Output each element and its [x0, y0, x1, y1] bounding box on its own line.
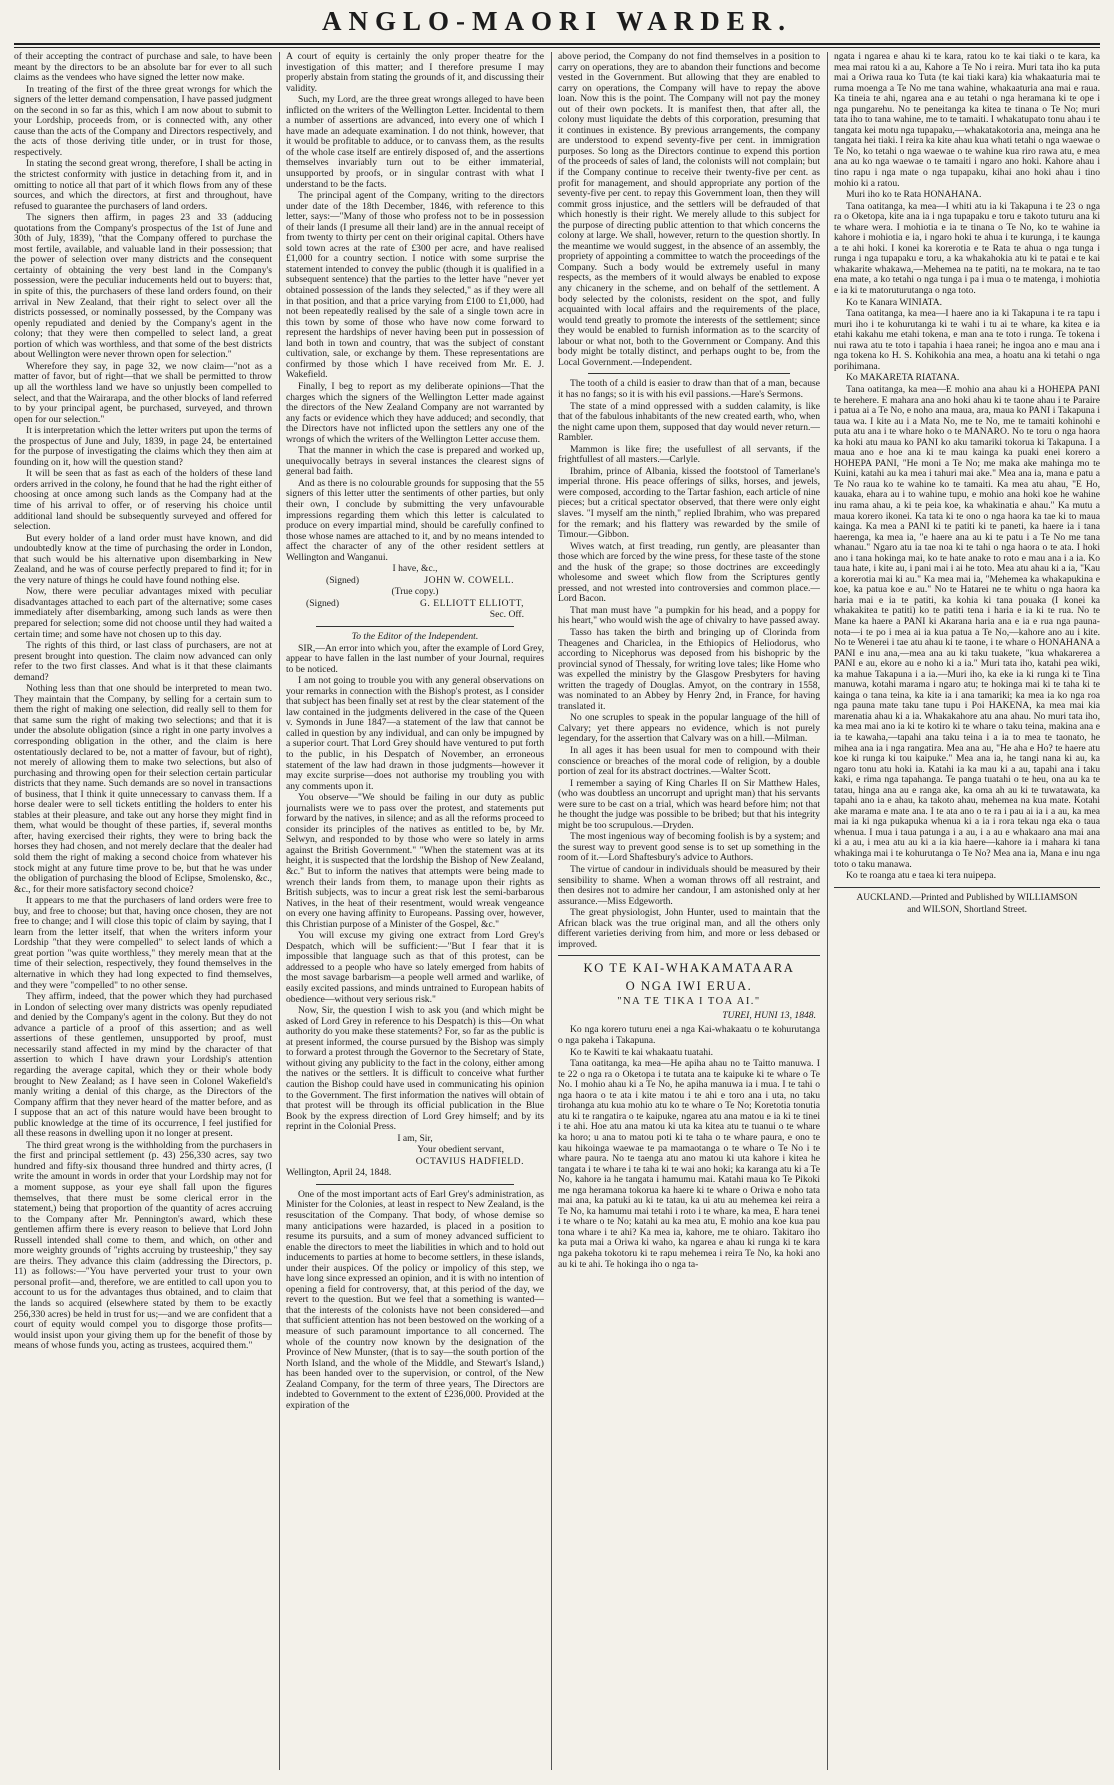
extract: Ibrahim, prince of Albania, kissed the footstool of Tamerlane's imperial throne. His peace offerings of silks, horses, and jewels, were composed, according to the Tartar fashion, each article of nine pieces; but a critical spectator observed, that there were only eight slaves. "I myself am the ninth," replied Ibrahim, who was prepared for the remark; and his flattery was rewarded by the smile of Timour.—Gibbon. [558, 465, 820, 541]
paragraph: I am not going to trouble you with any general observations on your remarks in connection with the Bishop's protest, as I consider that subject has been finally set at rest by the clear statement of the law contained in the judgments delivered in the case of the Queen v. Symonds in June 1847—a statement of the law that cannot be called in question by any individual, and can only be impugned by a superior court. That Lord Grey should have ventured to put forth to the public, in his Despatch of November, an erroneous statement of the law had drawn in those judgments—however it may excite surprise—does not authorise my troubling you with any comments upon it. [286, 675, 544, 792]
column-3 [558, 52, 820, 1774]
separator-rule [316, 1184, 514, 1185]
extract: Mammon is like fire; the usefullest of all servants, if the frightfullest of all masters.—Carlyle. [558, 443, 820, 466]
paragraph: One of the most important acts of Earl Grey's administration, as Minister for the Colonies, at least in respect to New Zealand, is the resuscitation of the Company. That body, of whose demise so many anticipations were hazarded, is placed in a position to resume its pursuits, and a sum of money advanced sufficient to enable the directors to meet the liabilities in which and to hold out inducements to parties at home to become settlers, in these islands, under their auspices. Of the policy or impolicy of this step, we have long since expressed an opinion, and it is with no intention of opening a field for controversy, that, at this period of the day, we revert to the question. But we feel that a something is wanted—that the interests of the colonists have not been considered—and that sufficient attention has not been bestowed on the working of a measure of such paramount importance to all concerned. The whole of the country now known by the designation of the Province of New Munster, (that is to say—the south portion of the North Island, and the whole of the Middle, and Stewart's Island,) has been handed over to the supervision, or control, of the New Zealand Company, for the term of three years, The Directors are indebted to Government to the extent of £236,000. Provided at the expiration of the [286, 1188, 544, 1411]
extract: In all ages it has been usual for men to compound with their conscience or breaches of the moral code of religion, by a double portion of zeal for its abstract doctrines.—Walter Scott. [558, 745, 820, 778]
letter-heading: To the Editor of the Independent. [351, 630, 479, 642]
column-2 [286, 52, 544, 1774]
imprint-line: and WILSON, Shortland Street. [907, 904, 1027, 915]
paragraph: Nothing less than that one should be interpreted to mean two. They maintain that the Company, by selling for a certain sum to them the right of making one selection, did really sell to them for that same sum the right of making two selections; and that it is under the absolute obligation (since a right in one party involves a corresponding obligation in the other, and the claim is here ostentatiously declared to be, not a matter of favour, but of right), not merely of allowing them to make two selections, but also of purchasing and throwing open for their selection certain particular districts that they name. Such demands are so novel in transactions of business, that I think it quite unnecessary to canvass them. If a horse dealer were to sell tickets entitling the holders to enter his stables at their pleasure, and take out any horse they might find in them, what would be thought of these parties, if, several months after, having exercised their rights, they were to bring back the horses they had chosen, and not merely declare that the dealer had sold them the right of making a second choice from whatever his stock might at any future time prove to be, but that he was under the obligation of purchasing the blood of Eclipse, Smolensko, &c., &c., for their more satisfactory second choice? [14, 683, 272, 895]
paragraph: It appears to me that the purchasers of land orders were free to buy, and free to choose; but that, having once chosen, they are not free to change; and I will close this topic of claim by saying, that I learn from the letter itself, that when the writers inform your Lordship "that they were compelled" to select lands of which a great portion "was quite worthless," they merely mean that at the time of their selection, respectively, they found themselves in the alternative in which they had long expected to find themselves, and they were "compelled" to no other sense. [14, 895, 272, 991]
extract: The virtue of candour in individuals should be measured by their sensibility to shame. When a woman throws off all restraint, and then desires not to admire her candour, I am astonished only at her assurance.—Miss Edgeworth. [558, 864, 820, 907]
paragraph: of their accepting the contract of purchase and sale, to have been meant by the directors to be an absolute bar for ever to all such claims as the vendees who have signed the letter now make. [14, 52, 272, 84]
letter-closing: I have, &c., [392, 563, 438, 575]
signature-label: (Signed) [326, 574, 360, 586]
paragraph: Tana oatitanga, ka mea—He apiha ahau no te Taitto manuwa. I te 22 o nga ra o Oketopa i te tutata ana te kaipuke ki te whare o Te No. I mohio ahau ki a Te No, he apiha manuwa ia i mua. I te tahi o nga haora o te ata i kite matou i te ahi e toro ana i uta, no taku tirohanga atu kua mohio atu ko te whare o Te No; Koretotia tonutia atu ki te rangatira o te kaipuke, ngarea atu ana matou e ia ki te tinei i te ahi. Hoe atu ana matou ki uta ka kitea atu te tuanui o te whare ka horo; u ana to matou poti ki te taha o te whare paura, e ono te kau hikoinga waewae te pa mamaotanga o te whare o Te No i te whare paura. No te taenga atu ano matou ki uta kahore i kitea he tangata i te whare i te taha ki te wai ano hoki; ka karanga atu ki a Te No, kahore ia he tangata i hamumu mai. Katahi maua ko Te Pikoki me nga heramana tokorua ka haere ki te whare o Oriwa e noho tata mai ana, ka patuki au ki te tatau, ka ui atu au mehemea kei reira a Te No, ka hamumu mai tetahi i roto i te whare, ka mea, E hara tenei i te whare o te No; katahi au ka mea atu, E mohio ana koe kua pau tona whare i te ahi? Ka mea ia, kahore, me te ohiaro. Takitaro iho ka puta mai a Oriwa ki waho, ka ngarea e ahau ki runga ki te kara nga pakeha tokotoru ki te rapu mehemea i reira Te No, ka hoki ano au ki te ahi. Te hokinga iho o nga ta- [558, 1058, 820, 1270]
column-divider [279, 52, 280, 1770]
paragraph: The third great wrong is the withholding from the purchasers in the first and principal settlement (p. 43) 256,330 acres, say two hundred and fifty-six thousand three hundred and thirty acres, (I write the amount in words in order that your Lordship may not for a moment suppose, as your eye shall fall upon the figures themselves, that there must be some clerical error in the statement,) being that proportion of the quantity of acres accruing to the Company after Mr. Pennington's award, which these gentlemen affirm there is every reason to believe that Lord John Russell intended shall come to them, and which, on other and more weighty grounds of "rights accruing by trusteeship," they say are theirs. They advance this claim (addressing the Directors, p. 11) as follows:—"You have perverted your trust to your own personal profit—and, therefore, we are entitled to call upon you to account to us for the advantages thus obtained, and to claim that the lands so acquired (elsewhere stated by them to be exactly 256,330 acres) be held in trust for us;—and we are confident that a court of equity would compel you to disgorge those profits—would insist upon your giving them up for the benefit of those by means of whose funds you, acting as trustees, acquired them." [14, 1139, 272, 1352]
maori-section-title-line2: O NGA IWI ERUA. [625, 979, 753, 994]
letter-signature: OCTAVIUS HADFIELD. [415, 1155, 524, 1167]
extract: No one scruples to speak in the popular language of the hill of Calvary; yet there appears no evidence, which is not purely legendary, for the assertion that Calvary was on a hill.—Milman. [558, 712, 820, 745]
paragraph: In stating the second great wrong, therefore, I shall be acting in the strictest conformity with justice in detaching from it, and in omitting to notice all that part of it which flows from any of these sources, and which the directors, at first and throughout, have refused to guarantee the purchasers of land orders. [14, 158, 272, 212]
masthead: ANGLO-MAORI WARDER. [321, 6, 792, 36]
signature-name: JOHN W. COWELL. [424, 574, 514, 586]
paragraph: Now, there were peculiar advantages mixed with peculiar disadvantages attached to each part of the alternative; some cases immediately after disembarking, among such lands as were then prepared for selection; some did not choose until they had waited a certain time; and some have not chosen up to this day. [14, 586, 272, 640]
extract: The great physiologist, John Hunter, used to maintain that the African black was the true original man, and all the others only different varieties deriving from him, and more or less debased or improved. [558, 907, 820, 950]
paragraph: You observe—"We should be failing in our duty as public journalists were we to pass over the protest, and statements put forward by the natives, in silence; and as all the reforms proceed to consider its principles of the natives as entitled to be, by Mr. Selwyn, and responded to by those who were so lately in arms against the British Government." "When the statement was at its height, it is suspected that the lordship the Bishop of New Zealand, &c." But to inform the natives that attempts were being made to wrench their lands from them, to manage upon their rights as British subjects, was to incur a great risk lest the semi-barbarous Natives, in the heat of their resentment, would wreak vengeance on every one having affinity to Europeans. Passing over, however, this Christian purpose of a Minister of the Gospel, &c." [286, 792, 544, 930]
paragraph: Tana oatitanga, ka mea—I whiti atu ia ki Takapuna i te 23 o nga ra o Oketopa, kite ana ia i nga tupapaku e toru e takoto tuturu ana ki te whare wera. I mohiotia e ia te tinana o Te No, ko te wahine ia kahore i mohiotia e ia, i ngaro hoki te ahua i te kurunga, i te kaunga a te ahi hoki. I konei ka korerotia e te Rata te ahua o nga tunga i runga i nga tupapaku e toru, a ka whakahokia atu ki te patai e te kai whakarite whakawa,—Mehemea na te patiti, na te mokara, na te tao ena mate, a ko tetahi o nga tunga i pa i mua o te matenga, i mohiotia e ia ki te matoruturutanga o nga toto. [834, 200, 1100, 297]
paragraph: It will be seen that as fast as each of the holders of these land orders arrived in the colony, he found that he had the right either of choosing at once among such lands as the Company had at the time of his arrival to offer, or of reserving his choice until additional land should be subsequently surveyed and offered for selection. [14, 468, 272, 533]
paragraph: above period, the Company do not find themselves in a position to carry on operations, they are to abandon their functions and become vested in the Government. But allowing that they are enabled to carry on operations, the Company will have to repay the above loan. Now this is the point. The Company will not pay the money out of their own pockets. It is manifest then, that after all, the colony must liquidate the debts of this corporation, presuming that it continues in existence. By previous arrangements, the company are understood to expend seventy-five per cent. in immigration purposes. So long as the Directors continue to expend this portion of the proceeds of sales of land, the colonists will not complain; but if the Company continue to receive their twenty-five per cent. as profit for management, and should appropriate any portion of the seventy-five per cent. to repay this Government loan, then they will commit gross injustice, and the settlers will be defrauded of that which honestly is their right. We merely allude to this subject for the purpose of directing public attention to that which concerns the colony at large. We shall, however, return to the question shortly. In the meantime we would suggest, in the absence of an assembly, the propriety of appointing a committee to watch the proceedings of the Company. Such a body would be extremely useful in many respects, as the members of it would always be enabled to expose any chicanery in the scheme, and on behalf of the settlement. A body selected by the colonists, resident on the spot, and fully acquainted with local affairs and the requirements of the place, would tend greatly to promote the interests of the settlement; since they would be enabled to furnish information as to the scarcity of labour or what not, both to the Government or Company. And this body might be totally distinct, and perhaps ought to be, from the Local Government.—Independent. [558, 52, 820, 368]
witness-heading: Ko te Kanara WINIATA. [846, 296, 943, 308]
paragraph: Ko te roanga atu e taea ki tera nuipepa. [846, 870, 996, 882]
extract: The state of a mind oppressed with a sudden calamity, is like that of the fabulous inhabitants of the new created earth, who, when the night came upon them, supposed that day would never return.—Rambler. [558, 400, 820, 444]
letter-date: Wellington, April 24, 1848. [286, 1167, 392, 1179]
paragraph: Now, Sir, the question I wish to ask you (and which might be asked of Lord Grey in reference to his Despatch) is this—On what authority do you make these statements? For, so far as the public is at present informed, the course pursued by the Bishop was simply to forward a protest through the Governor to the Secretary of State, without giving any publicity to the fact in the colony, either among the natives or the settlers. It is difficult to conceive what further caution the Bishop could have used in communicating his opinion to the Government. The first information the natives will obtain of that protest will be through its official publication in the Blue Book by the express direction of Lord Grey himself; and by its reprint in the Colonial Press. [286, 1005, 544, 1133]
witness-heading: Muri iho ko te Rata HONAHANA. [846, 189, 982, 201]
extract: I remember a saying of King Charles II on Sir Matthew Hales, (who was doubtless an uncorrupt and upright man) that his servants were sure to be cast on a trial, which was heard before him; not that he thought the judge was possible to be bribed; but that his integrity might be too scrupulous.—Dryden. [558, 777, 820, 831]
signature-name: G. ELLIOTT ELLIOTT, [420, 597, 524, 609]
paragraph: The signers then affirm, in pages 23 and 33 (adducing quotations from the Company's prospectus of the 1st of June and 30th of July, 1839), "that the Company offered to purchase the most fertile, available, and valuable land in their possession; that the power of selection over many districts and the consequent certainty of obtaining the very best land in the Company's possession, were the peculiar inducements held out to buyers: that, in spite of this, the purchasers of these land orders found, on their arrival in New Zealand, that their right to select over all the districts possessed, or nominally possessed, by the Company was openly repudiated and denied by the Company's agent in the colony; that they were then compelled to select land, a great portion of which was worthless, and that some of the best districts about Wellington were never thrown open for selection." [14, 212, 272, 361]
paragraph: The principal agent of the Company, writing to the directors under date of the 18th December, 1846, with reference to this letter, says:—"Many of those who profess not to be in possession of their lands (I presume all their land) are in the annual receipt of from twenty to thirty per cent on their original capital. Others have sold town acres at the rate of £300 per acre, and have realised £1,000 for a country section. I notice with some surprise the statement intended to convey the public (though it is qualified in a subsequent sentence) that the parties to the letter have "never yet obtained possession of the lands they selected," as if they were all in that position, and that a price varying from £100 to £1,000, had not been repeatedly realised by the sale of a single town acre in this town by some of those who have now come forward to represent the hardships of never having been put in possession of land both in town and country, that was the subject of constant cultivation, sale, or exchange by them. These representations are confirmed by those which I have received from Mr. E. J. Wakefield. [286, 190, 544, 381]
signature-title: Sec. Off. [489, 609, 524, 621]
true-copy-note: (True copy.) [391, 586, 439, 598]
letter-closing: Your obedient servant, [417, 1144, 504, 1156]
letter-closing: I am, Sir, [397, 1132, 433, 1144]
extract: The most ingenious way of becoming foolish is by a system; and the surest way to prevent good sense is to set up something in the room of it.—Lord Shaftesbury's advice to Authors. [558, 831, 820, 864]
paragraph: Wherefore they say, in page 32, we now claim—"not as a matter of favor, but of right—that we shall be permitted to throw up all the worthless land we have so unjustly been compelled to select, and that the Wairarapa, and the other blocks of land referred to by your principal agent, be purchased, surveyed, and thrown open for our selection." [14, 360, 272, 425]
paragraph: You will excuse my giving one extract from Lord Grey's Despatch, which will be sufficient:—"But I fear that it is impossible that language such as that of this protest, can be addressed to a people who have so lately emerged from habits of the most savage barbarism—a people well armed and warlike, of easily excited passions, and minds untrained to European habits of obedience—without very serious risk." [286, 930, 544, 1005]
extract: That man must have "a pumpkin for his head, and a poppy for his heart," who would wish the age of chivalry to have passed away. [558, 604, 820, 627]
signature-label: (Signed) [306, 597, 340, 609]
paragraph: Such, my Lord, are the three great wrongs alleged to have been inflicted on the writers of the Wellington Letter. Incidental to them a number of assertions are advanced, into every one of which I have made an adequate examination. I do not think, however, that it would be profitable to adduce, or to canvass them, as the results of the whole case itself are entirely disposed of, and the assertions themselves invariably turn out to be either immaterial, unsupported by proofs, or in singular contrast with what I understand to be the facts. [286, 94, 544, 190]
imprint-line: AUCKLAND.—Printed and Published by WILLIAMSON [856, 892, 1078, 903]
paragraph: SIR,—An error into which you, after the example of Lord Grey, appear to have fallen in the last number of your Journal, requires to be noticed. [286, 642, 544, 675]
column-4 [834, 52, 1100, 1774]
masthead-rule-thin [14, 47, 1100, 48]
paragraph: It is interpretation which the letter writers put upon the terms of the prospectus of June and July, 1839, in page 24, be entertained for the purpose of investigating the claims which they then aim at founding on it, how will the question stand? [14, 425, 272, 468]
paragraph: But every holder of a land order must have known, and did undoubtedly know at the time of purchasing the order in London, that such would be his alternative upon disembarking in New Zealand, and he was of course perfectly prepared to find it; for in the very nature of things he could have found nothing else. [14, 532, 272, 586]
paragraph: Ko nga korero tuturu enei a nga Kai-whakaatu o te kohurutanga o nga pakeha i Takapuna. [558, 1024, 820, 1047]
separator-rule [558, 955, 820, 956]
maori-motto: "NA TE TIKA I TOA AI." [617, 996, 761, 1008]
paragraph: In treating of the first of the three great wrongs for which the signers of the letter demand compensation, I have passed judgment on the second in so far as this, which I am now about to submit to your Lordship, proceeds from, or is connected with, any other cause than the acts of the Company and Directors respectively, and the acts of those deriving title under, or in trust for those, respectively. [14, 83, 272, 158]
extract: The tooth of a child is easier to draw than that of a man, because it has no fangs; so it is with his evil passions.—Hare's Sermons. [558, 378, 820, 400]
paragraph: Ko te Kawiti te kai whakaatu tuatahi. [570, 1046, 714, 1058]
maori-section-title: KO TE KAI-WHAKAMATAARA [583, 961, 795, 976]
extract: Tasso has taken the birth and bringing up of Clorinda from Theagenes and Chariclea, in the Ethiopics of Heliodorus, who according to Nicephorus was deposed from his bishopric by the provincial synod of Thessaly, for writing love tales; like Home who was expelled the ministry by the Glasgow Presbyters for having written the tragedy of Douglas. Amyot, on the contrary in 1558, was nominated to an Abbey by Henry 2nd, in France, for having translated it. [558, 626, 820, 712]
separator-rule [316, 626, 514, 627]
witness-heading: Ko MAKARETA RIATANA. [846, 372, 960, 384]
paragraph: Tana oatitanga, ka mea—I haere ano ia ki Takapuna i te ra tapu i muri iho i te kohurutanga ki te wahi i tu ai te whare, ka kitea e ia etahi kakahu me etahi tokena, e man ana te toto i runga. Te tokena i nui rawa atu te toto i tapahia i haea ranei; he ingoa ano e mau ana i nga tokena ko H. S. Kohikohia ana mea, a hoatu ana ki tetahi o nga porihimana. [834, 308, 1100, 372]
separator-rule [834, 887, 1100, 888]
extract: Wives watch, at first treading, run gently, are pleasanter than those which are forced by the wine press, for these taste of the stone and the husk of the grape; so those doctrines are exceedingly wholesome and sweet which flow from the Scriptures gently pressed, and not wrested into controversies and common place.—Lord Bacon. [558, 540, 820, 605]
paragraph: The rights of this third, or last class of purchasers, are not at present brought into question. The claim now advanced can only refer to the two first classes. And what is it that these claimants demand? [14, 640, 272, 683]
paragraph: ngata i ngarea e ahau ki te kara, ratou ko te kai tiaki o te kara, ka mea mai ratou ki a au, Kahore a Te No i reira. Muri tata iho ka puta mai a Oriwa raua ko Tuta (te kai tiaki kara) kia whakaaturia mai te ruma moenga a Te No me tana wahine, whakaaturia ana mai e raua. Ka tineia te ahi, ngarea ana e au tetahi o nga heramana ki te ope i nga pungarehu. No te peneitanga ka kitea te tinana o Te No; muri tata iho to tana wahine, me to te tamaiti. I whakatupato tonu ahau i te tangata kei motu nga tupapaku,—whakatakotoria ana, meinga ana he tangata hei tiaki. I reira ka kite ahau kua whati tetahi o nga waewae o Te No, ko tetahi o nga waewae o te wahine kua riro rawa atu, e mea ana au ko nga waewae o te tamaiti i ngaro ano hoki. Kahore ahau i tino rapu i nga mate o nga tupapaku, kihai ano hoki ahau i tino mohio ki a ratou. [834, 52, 1100, 189]
signature-line [286, 576, 544, 587]
paragraph: Finally, I beg to report as my deliberate opinions—That the charges which the signers of the Wellington Letter made against the directors of the New Zealand Company are not warranted by any facts or evidence which they have adduced; and secondly, that the Directors have not inflicted upon the settlers any one of the wrongs of which the writers of the Wellington Letter accuse them. [286, 380, 544, 445]
separator-rule [588, 373, 790, 374]
column-1 [14, 52, 272, 1774]
paragraph: That the manner in which the case is prepared and worked up, unequivocally betrays in several instances the clearest signs of general bad faith. [286, 445, 544, 478]
column-divider [551, 52, 552, 1770]
column-divider [827, 52, 828, 1770]
paragraph: And as there is no colourable grounds for supposing that the 55 signers of this letter utter the sentiments of other parties, but only their own, I conclude by submitting the very unfavourable impressions regarding them which this letter is calculated to produce on every impartial mind, should be carefully confined to those whose names are attached to it, and by no means intended to affect the character of any of the other resident settlers at Wellington and Wanganui. [286, 477, 544, 563]
paragraph: They affirm, indeed, that the power which they had purchased in London of selecting over many districts was openly repudiated and denied by the Company's agent in the colony. But they do not advance a particle of a proof of this assertion; and as well assertions of these gentlemen, unsupported by proof, must necessarily stand affected in my mind by the character of that assertion to which I have drawn your Lordship's attention regarding the average capital, which they or their whole body brought to New Zealand; as I have seen in Colonel Wakefield's manly writing a denial of this charge, as the Directors of the Company affirm that they never heard of the matter before, and as I suppose that an act of this nature would have been brought to public knowledge at the time of its occurrence, I feel justified for all these reasons in dwelling upon it no longer at present. [14, 991, 272, 1140]
maori-date: TUREI, HUNI 13, 1848. [722, 1009, 816, 1021]
masthead-rule [14, 43, 1100, 45]
paragraph: A court of equity is certainly the only proper theatre for the investigation of this matter; and I therefore presume I may properly abstain from stating the grounds of it, and discussing their validity. [286, 52, 544, 94]
paragraph: Tana oatitanga, ka mea—E mohio ana ahau ki a HOHEPA PANI te herehere. E mahara ana ano hoki ahau ki te taone ahau i te Paraire i patua ai a Te No, e noho ana maua, ara, maua ko PANI i Takapuna i taua wa. I kite au i a Mata No, me te No, me te tamaiti kohinohi e puta atu ana i te whare hoko o te MANARO. No te toru o nga haora ka hoki atu maua ko PANI ko aku tamariki tokorua ki Takapuna. I a maua ano e hoe ana ki te mau kainga ka puaki enei korero a HOHEPA PANI, "He moni a Te No; me maka ake mahinga mo te Kuini, katahi au ka mea i tahuri mai ake." Mea ana ia, mana e patu a Te No raua ko te wahine ko te tamaiti. Ka mea atu ahau, "E Ho, kauaka, ehara au i to wahine tupu, e mohio ana hoki koe he wahine inu rama ahau, a ki te peia koe, ka whakinatia e ahau." Ka mutu a maua korero ikonei. Ka tata ki te ono o nga haora ka tae ki to maua kainga. Ka mea a PANI ki te patiti ki te paneti, ka haere ia i tana haerenga, ka mea ia, "e haere ana au ki te patu i a Te No me tana whanau." Ngaro atu ia tae noa ki te tahi o nga haora o te ata. I hoki ano i tana hokinga mai, ko te hate anake to roto e mau ana i a ia. Ko taua hate, i kite au, i pani mai i ai he toto. Mea atu ahau ki a ia, "Kau a korerotia mai ki au." Ka mea mai ia, "Mehemea ka whakapukina e koe, ka patua koe e au." No te Hatarei ne te whitu o nga haora ka haria mai e ia te patiti, ka kohia ki tana pouaka (I konei ka whakakitea te patiti) ko te patiti tena i haria e ia ki te rua. No te Mane ka haere a PANI ki Akarana haria ana e ia e rua nga pauna-nota—i te po i mea ai ia kua patua a Te No,—kahore ano au i kite. No te Wenerei i tae atu ahau ki te taone, i te whare o HONAHANA a PANI e inu ana,—mea ana au ki taku tuakete, "kua whakarerea a PANI e au, ekore au e noho ki a ia." Muri tata iho, katahi pea wiki, ka mahue Takapuna i a ia.—Muri iho, ka eke ia ki runga ki te Tina manuwa, kotahi marama i ngaro atu; te hokinga mai ki te taha ki te kainga o tana teina, ka kite ia i ana tamariki; ka mea ia ko nga roa nga pauna mate taku tane tupu i Poi HAKENA, ka mea mai kia marenatia ahau ki a ia. Whakakahore atu ana ahau. No muri tata iho, ka mea mai ano ia ki te kotiro ki te whare o taku teina, makina ana e ia te kawaha,—tapahi ana taku teina i a ia to mea te taonato, he mihea ana ia i nga rangatira. Mea ana au, "He aha e Ho? te haere atu koe ki runga ki tou kaipuke." Mea ana ia, he tangi nana ki au, ka ngaro tonu atu hoki ia. Katahi ia ka mau ki a au, tapahi ana i taku kaki, e rima nga tapahanga. Te panga tuatahi o te heu, ona au ka te tatau, hinga ana au e ranga ake, ka oma ah au ki te tuwatawata, ka tapahi ano ia e ahau, ka takoto ahau, mehemea na kua mate. Kotahi ake marama e mate ana. I te ata ano o te ra i pau ai ia i a au, ka mea mai ia ki nga pukapuka whenua ki a ia i rora tekau nga eka o taua whenua. I mua i taua patunga i a au, i a au e whakaaro ana mai ana ki a au, i mea atu au ki a ia kia haere—kahore ia i mahara ki tana whakinga mai i te kohurutanga o Te No? Mea ana ia, Mana e inu nga toto o taku manawa. [834, 383, 1100, 870]
signature-line [286, 599, 544, 610]
